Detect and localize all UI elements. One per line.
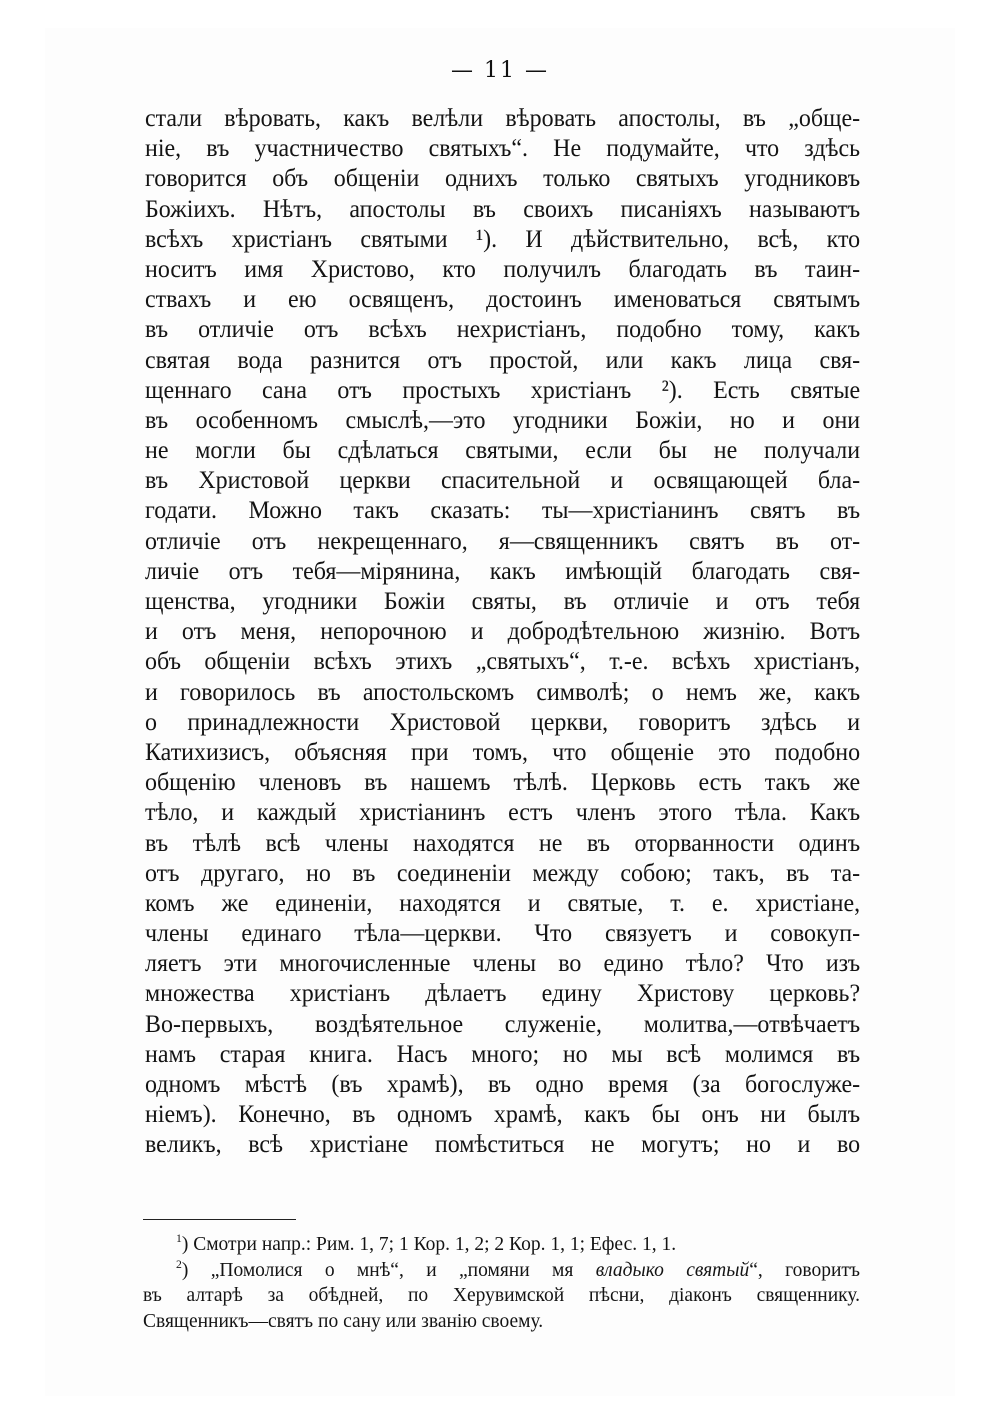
text-line: Во-первыхъ, воздѣятельное служеніе, молитва,—отвѣчаетъ xyxy=(145,1008,861,1038)
footnote-2-line-2: въ алтарѣ за обѣдней, по Херувимской пѣсни, діаконъ священнику. xyxy=(143,1285,860,1306)
text-line: щенства, угодники Божіи святы, въ отличіе и отъ тебя xyxy=(145,586,861,615)
text-line: годати. Можно такъ сказать: ты—христіанинъ святъ въ xyxy=(145,495,861,525)
text-line: въ Христовой церкви спасительной и освящающей бла- xyxy=(145,465,861,495)
text-line: въ особенномъ смыслѣ,—это угодники Божіи, но и они xyxy=(145,404,861,434)
footnote-marker: 1 xyxy=(176,1231,182,1245)
footnote-1 xyxy=(143,1232,860,1258)
text-line: тѣло, и каждый христіанинъ естъ членъ этого тѣла. Какъ xyxy=(145,797,861,827)
footnote-2-line-1 xyxy=(143,1258,860,1284)
text-line: и отъ меня, непорочною и добродѣтельною жизнію. Вотъ xyxy=(145,616,861,646)
text-line: носитъ имя Христово, кто получилъ благодать въ таин- xyxy=(145,253,861,283)
text-line: ніе, въ участничество святыхъ“. Не подумайте, что здѣсь xyxy=(145,133,861,163)
text-line: члены единаго тѣла—церкви. Что связуетъ и совокуп- xyxy=(145,918,861,948)
footnote-text: ) Смотри напр.: Рим. 1, 7; 1 Кор. 1, 2; 2 Кор. 1, 1; Ефес. 1, 1. xyxy=(181,1234,677,1255)
text-line: объ общеніи всѣхъ этихъ „святыхъ“, т.-е. всѣхъ христіанъ, xyxy=(145,646,861,676)
text-line: множества христіанъ дѣлаетъ едину Христову церковь? xyxy=(145,978,861,1008)
text-line: щеннаго сана отъ простыхъ христіанъ ²). Есть святые xyxy=(145,374,861,404)
text-line: ніемъ). Конечно, въ одномъ храмѣ, какъ бы онъ ни былъ xyxy=(145,1099,861,1129)
text-line: въ тѣлѣ всѣ члены находятся не въ оторванности одинъ xyxy=(145,827,861,857)
footnote-2-line-3: Священникъ—святъ по сану или званію своему. xyxy=(143,1310,544,1332)
page-number: — 11 — xyxy=(451,58,549,83)
text-line: отличіе отъ некрещеннаго, я—священникъ святъ въ от- xyxy=(145,525,861,555)
text-line: и говорилось въ апостольскомъ символѣ; о немъ же, какъ xyxy=(145,676,861,706)
text-line: не могли бы сдѣлаться святыми, если бы не получали xyxy=(145,435,861,465)
text-line: ствахъ и ею освященъ, достоинъ именоваться святымъ xyxy=(145,284,861,314)
text-line: личіе отъ тебя—мірянина, какъ имѣющій благодать свя- xyxy=(145,555,861,585)
text-line: о принадлежности Христовой церкви, говоритъ здѣсь и xyxy=(145,706,861,736)
footnote-text: ) „Помолися о мнѣ“, и „помяни мя xyxy=(181,1259,596,1281)
text-line: Катихизисъ, объясняя при томъ, что общеніе это подобно xyxy=(145,736,861,766)
text-line: великъ, всѣ христіане помѣститься не могутъ; но и во xyxy=(145,1129,861,1159)
text-line: говорится объ общеніи однихъ только святыхъ угодниковъ xyxy=(145,163,861,193)
text-line: одномъ мѣстѣ (въ храмѣ), въ одно время (за богослуже- xyxy=(145,1069,861,1098)
text-line: всѣхъ христіанъ святыми ¹). И дѣйствительно, всѣ, кто xyxy=(145,223,861,253)
footnotes xyxy=(143,1232,860,1334)
text-line: стали вѣровать, какъ велѣли вѣровать апостолы, въ „обще- xyxy=(145,103,861,132)
footnote-quote-italic: владыко святый xyxy=(595,1259,750,1281)
text-line: въ отличіе отъ всѣхъ нехристіанъ, подобно тому, какъ xyxy=(145,314,861,344)
text-line: отъ другаго, но въ соединеніи между собою; такъ, въ та- xyxy=(145,857,861,887)
text-line: намъ старая книга. Насъ много; но мы всѣ молимся въ xyxy=(145,1038,861,1068)
footnote-separator xyxy=(143,1219,296,1220)
text-line: комъ же единеніи, находятся и святые, т. е. христіане, xyxy=(145,887,861,917)
footnote-text: “, говоритъ xyxy=(749,1259,860,1281)
text-line: ляетъ эти многочисленные члены во едино тѣло? Что изъ xyxy=(145,948,861,978)
text-line: общенію членовъ въ нашемъ тѣлѣ. Церковь есть такъ же xyxy=(145,767,861,797)
text-line: святая вода разнится отъ простой, или какъ лица свя- xyxy=(145,344,861,374)
footnote-marker: 2 xyxy=(176,1257,182,1271)
body-text xyxy=(145,103,860,1160)
text-line: Божіихъ. Нѣтъ, апостолы въ своихъ писаніяхъ называютъ xyxy=(145,193,861,223)
